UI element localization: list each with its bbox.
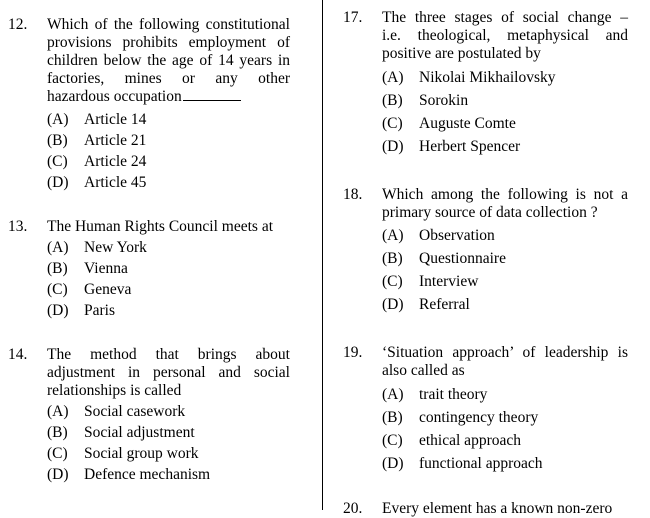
options: [47, 109, 290, 193]
question-number: 17.: [343, 9, 363, 26]
question-number: 18.: [343, 186, 363, 203]
question-number: 12.: [8, 16, 28, 33]
options: [47, 401, 290, 485]
option-a: (A) Nikolai Mikhailovsky: [382, 69, 556, 86]
option-c: (C) ethical approach: [382, 432, 521, 449]
question-text: The Human Rights Council meets at: [47, 218, 274, 235]
option-b: (B) contingency theory: [382, 409, 539, 426]
question-18: [343, 186, 628, 316]
option-a: (A) trait theory: [382, 386, 488, 403]
answer-blank: [183, 89, 241, 101]
option-d: (D) Article 45: [47, 174, 147, 191]
option-c: (C) Interview: [382, 273, 479, 290]
option-b: (B) Article 21: [47, 132, 147, 149]
question-text: Which among the following is not a primary source of data collection ?: [382, 186, 628, 221]
option-c: (C) Social group work: [47, 445, 199, 462]
option-d: (D) functional approach: [382, 455, 543, 472]
option-d: (D) Referral: [382, 296, 470, 313]
option-b: (B) Sorokin: [382, 92, 469, 109]
option-a: (A) Article 14: [47, 111, 147, 128]
question-14: [8, 346, 290, 485]
option-b: (B) Vienna: [47, 260, 128, 277]
options: [382, 66, 628, 158]
option-a: (A) Social casework: [47, 403, 186, 420]
option-a: (A) New York: [47, 239, 147, 256]
option-c: (C) Auguste Comte: [382, 115, 516, 132]
option-a: (A) Observation: [382, 227, 495, 244]
question-13: [8, 218, 290, 321]
option-b: (B) Social adjustment: [47, 424, 195, 441]
option-d: (D) Paris: [47, 302, 115, 319]
options: [382, 383, 628, 475]
option-b: (B) Questionnaire: [382, 250, 506, 267]
question-text: ‘Situation approach’ of leadership is also called as: [382, 344, 628, 379]
question-20-partial: [343, 500, 628, 518]
option-d: (D) Herbert Spencer: [382, 138, 521, 155]
options: [382, 224, 628, 316]
question-number: 20.: [343, 500, 363, 517]
question-text: Which of the following constitutional provisions prohibits employment of children below the age of 14 years in factories, mines or any other hazardous occupation: [47, 16, 290, 105]
column-divider: [322, 0, 323, 510]
question-number: 13.: [8, 218, 28, 235]
question-text: Every element has a known non-zero: [382, 500, 613, 517]
question-12: [8, 16, 290, 193]
question-17: [343, 9, 628, 158]
option-c: (C) Article 24: [47, 153, 147, 170]
question-number: 14.: [8, 346, 28, 363]
question-text: The three stages of social change – i.e. theological, metaphysical and positive are postulated by: [382, 9, 628, 62]
option-c: (C) Geneva: [47, 281, 132, 298]
question-19: [343, 344, 628, 475]
question-text: The method that brings about adjustment in personal and social relationships is called: [47, 346, 290, 399]
option-d: (D) Defence mechanism: [47, 466, 211, 483]
question-number: 19.: [343, 344, 363, 361]
options: [47, 237, 290, 321]
